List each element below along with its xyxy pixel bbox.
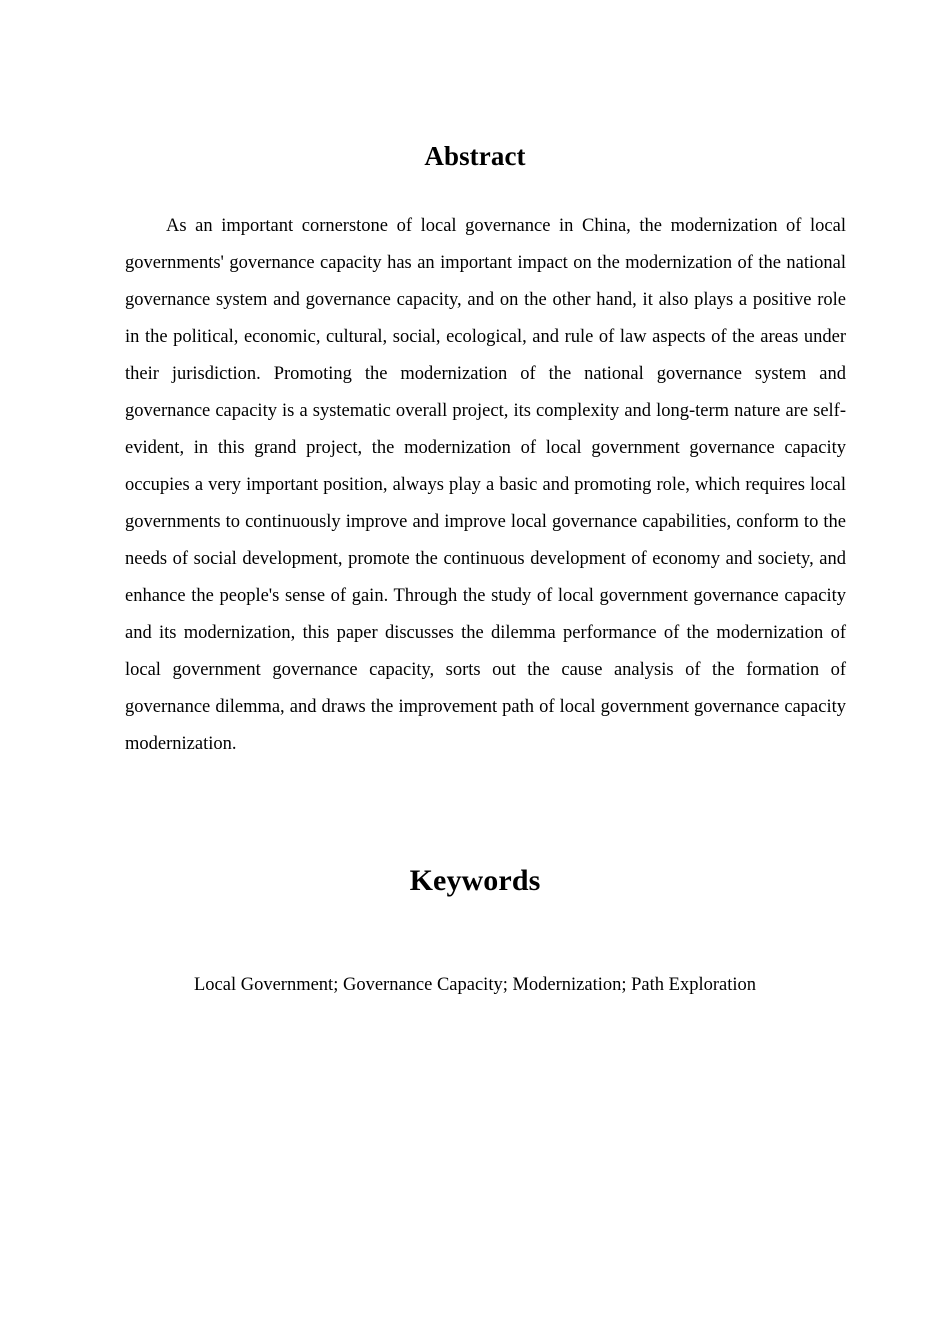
keywords-heading: Keywords: [409, 864, 541, 898]
abstract-heading: Abstract: [424, 141, 526, 172]
abstract-body-paragraph: As an important cornerstone of local governance in China, the modernization of local governments' governance capacity has an important impact on the modernization of the national governance system and governance capacity, and on the other hand, it also plays a positive role in the political, economic, cultural, social, ecological, and rule of law aspects of the areas under their jurisdiction. Promoting the modernization of the national governance system and governance capacity is a systematic overall project, its complexity and long-term nature are self-evident, in this grand project, the modernization of local government governance capacity occupies a very important position, always play a basic and promoting role, which requires local governments to continuously improve and improve local governance capabilities, conform to the needs of social development, promote the continuous development of economy and society, and enhance the people's sense of gain. Through the study of local government governance capacity and its modernization, this paper discusses the dilemma performance of the modernization of local government governance capacity, sorts out the cause analysis of the formation of governance dilemma, and draws the improvement path of local government governance capacity modernization.: [125, 216, 846, 754]
keywords-list: Local Government; Governance Capacity; Modernization; Path Exploration: [193, 975, 757, 995]
